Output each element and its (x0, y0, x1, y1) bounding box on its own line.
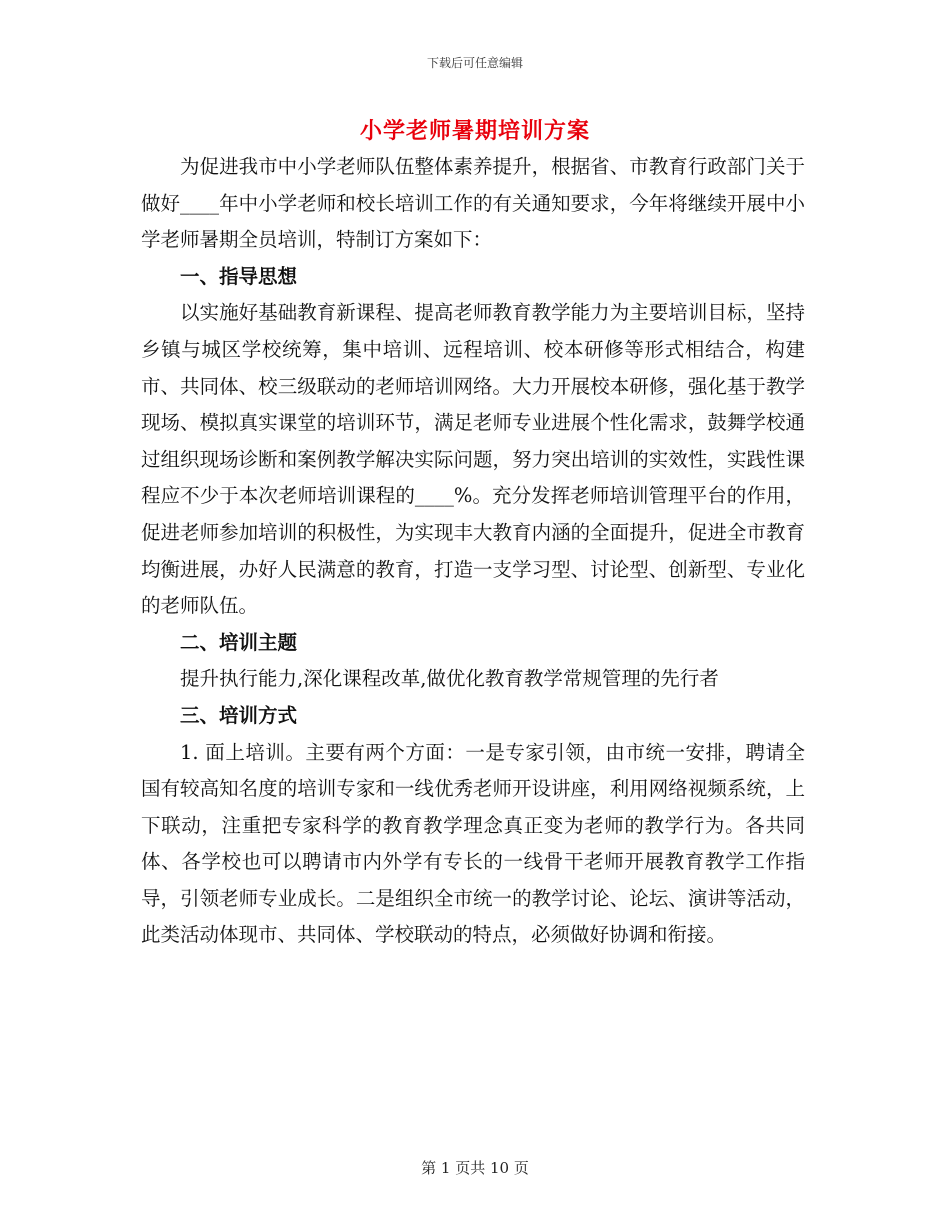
document-title: 小学老师暑期培训方案 (359, 118, 590, 144)
section-paragraph-training-methods: 1. 面上培训。主要有两个方面：一是专家引领，由市统一安排，聘请全国有较高知名度的培训专家和一线优秀老师开设讲座，利用网络视频系统，上下联动，注重把专家科学的教育教学理念真正变为老师的教学行为。各共同体、各学校也可以聘请市内外学有专长的一线骨干老师开展教育教学工作指导，引领老师专业成长。二是组织全市统一的教学讨论、论坛、演讲等活动，此类活动体现市、共同体、学校联动的特点，必须做好协调和衔接。 (141, 740, 805, 947)
section-paragraph-guiding-ideology: 以实施好基础教育新课程、提高老师教育教学能力为主要培训目标，坚持乡镇与城区学校统筹，集中培训、远程培训、校本研修等形式相结合，构建市、共同体、校三级联动的老师培训网络。大力开展校本研修，强化基于教学现场、模拟真实课堂的培训环节，满足老师专业进展个性化需求，鼓舞学校通过组织现场诊断和案例教学解决实际问题，努力突出培训的实效性，实践性课程应不少于本次老师培训课程的____%。充分发挥老师培训管理平台的作用，促进老师参加培训的积极性，为实现丰大教育内涵的全面提升，促进全市教育均衡进展，办好人民满意的教育，打造一支学习型、讨论型、创新型、专业化的老师队伍。 (141, 301, 805, 618)
document-body (141, 149, 805, 954)
section-heading-guiding-ideology: 一、指导思想 (180, 264, 298, 288)
section-heading-training-methods: 三、培训方式 (180, 703, 298, 727)
section-heading-training-theme: 二、培训主题 (180, 630, 298, 654)
page-number: 第 1 页共 10 页 (421, 1159, 529, 1177)
section-paragraph-training-theme: 提升执行能力,深化课程改革,做优化教育教学常规管理的先行者 (180, 667, 719, 691)
intro-paragraph: 为促进我市中小学老师队伍整体素养提升，根据省、市教育行政部门关于做好____年中小学老师和校长培训工作的有关通知要求，今年将继续开展中小学老师暑期全员培训，特制订方案如下： (141, 155, 805, 252)
page-header-note: 下载后可任意编辑 (426, 56, 523, 70)
